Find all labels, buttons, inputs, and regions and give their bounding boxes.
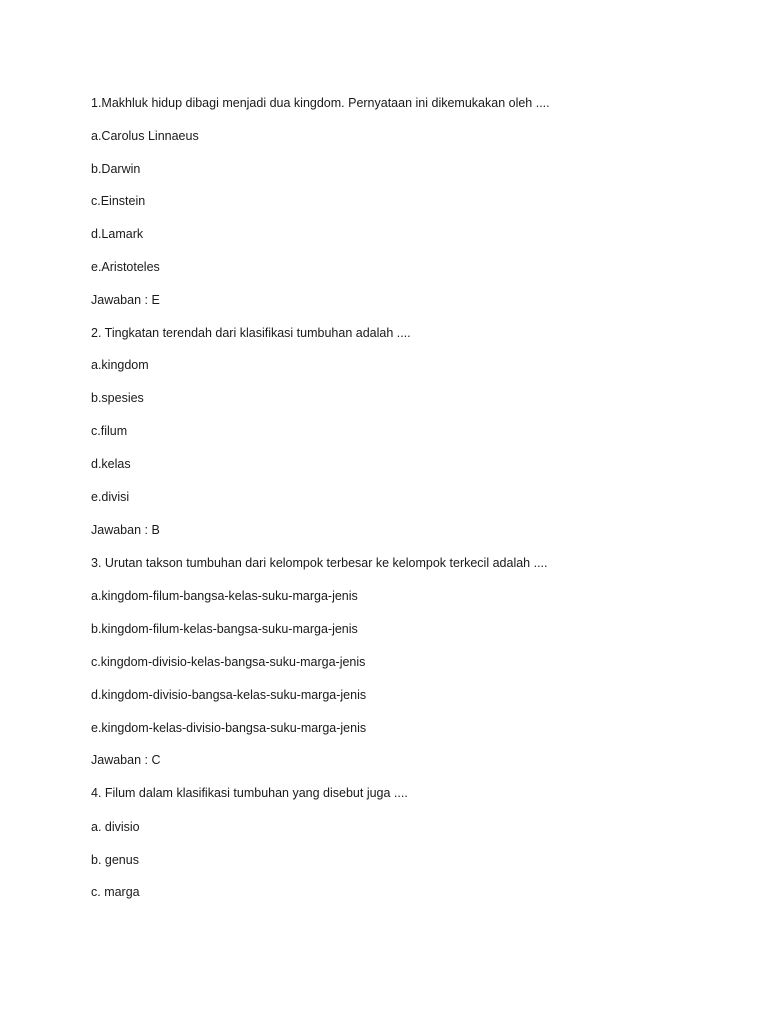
question-3-option-c: c.kingdom-divisio-kelas-bangsa-suku-marga-jenis xyxy=(91,655,366,669)
question-4-option-c: c. marga xyxy=(91,885,140,899)
question-1-option-c: c.Einstein xyxy=(91,194,146,208)
question-3-option-d: d.kingdom-divisio-bangsa-kelas-suku-marga-jenis xyxy=(91,688,367,702)
question-1-option-e: e.Aristoteles xyxy=(91,260,160,274)
question-3-option-b: b.kingdom-filum-kelas-bangsa-suku-marga-jenis xyxy=(91,622,358,636)
question-4-option-a: a. divisio xyxy=(91,820,140,834)
question-1-answer: Jawaban : E xyxy=(91,293,160,307)
question-2-answer: Jawaban : B xyxy=(91,523,160,537)
question-1-option-b: b.Darwin xyxy=(91,162,141,176)
question-2-option-c: c.filum xyxy=(91,424,128,438)
question-4-text: 4. Filum dalam klasifikasi tumbuhan yang disebut juga .... xyxy=(91,786,408,800)
question-2-text: 2. Tingkatan terendah dari klasifikasi tumbuhan adalah .... xyxy=(91,326,411,340)
question-2-option-b: b.spesies xyxy=(91,391,144,405)
question-1-option-a: a.Carolus Linnaeus xyxy=(91,129,199,143)
question-2-option-a: a.kingdom xyxy=(91,358,149,372)
question-1-text: 1.Makhluk hidup dibagi menjadi dua kingdom. Pernyataan ini dikemukakan oleh .... xyxy=(91,96,550,110)
question-2-option-e: e.divisi xyxy=(91,490,130,504)
question-1-option-d: d.Lamark xyxy=(91,227,144,241)
question-4-option-b: b. genus xyxy=(91,853,139,867)
question-3-option-a: a.kingdom-filum-bangsa-kelas-suku-marga-jenis xyxy=(91,589,358,603)
question-3-answer: Jawaban : C xyxy=(91,753,161,767)
question-3-option-e: e.kingdom-kelas-divisio-bangsa-suku-marga-jenis xyxy=(91,721,367,735)
question-3-text: 3. Urutan takson tumbuhan dari kelompok terbesar ke kelompok terkecil adalah .... xyxy=(91,556,548,570)
question-2-option-d: d.kelas xyxy=(91,457,131,471)
